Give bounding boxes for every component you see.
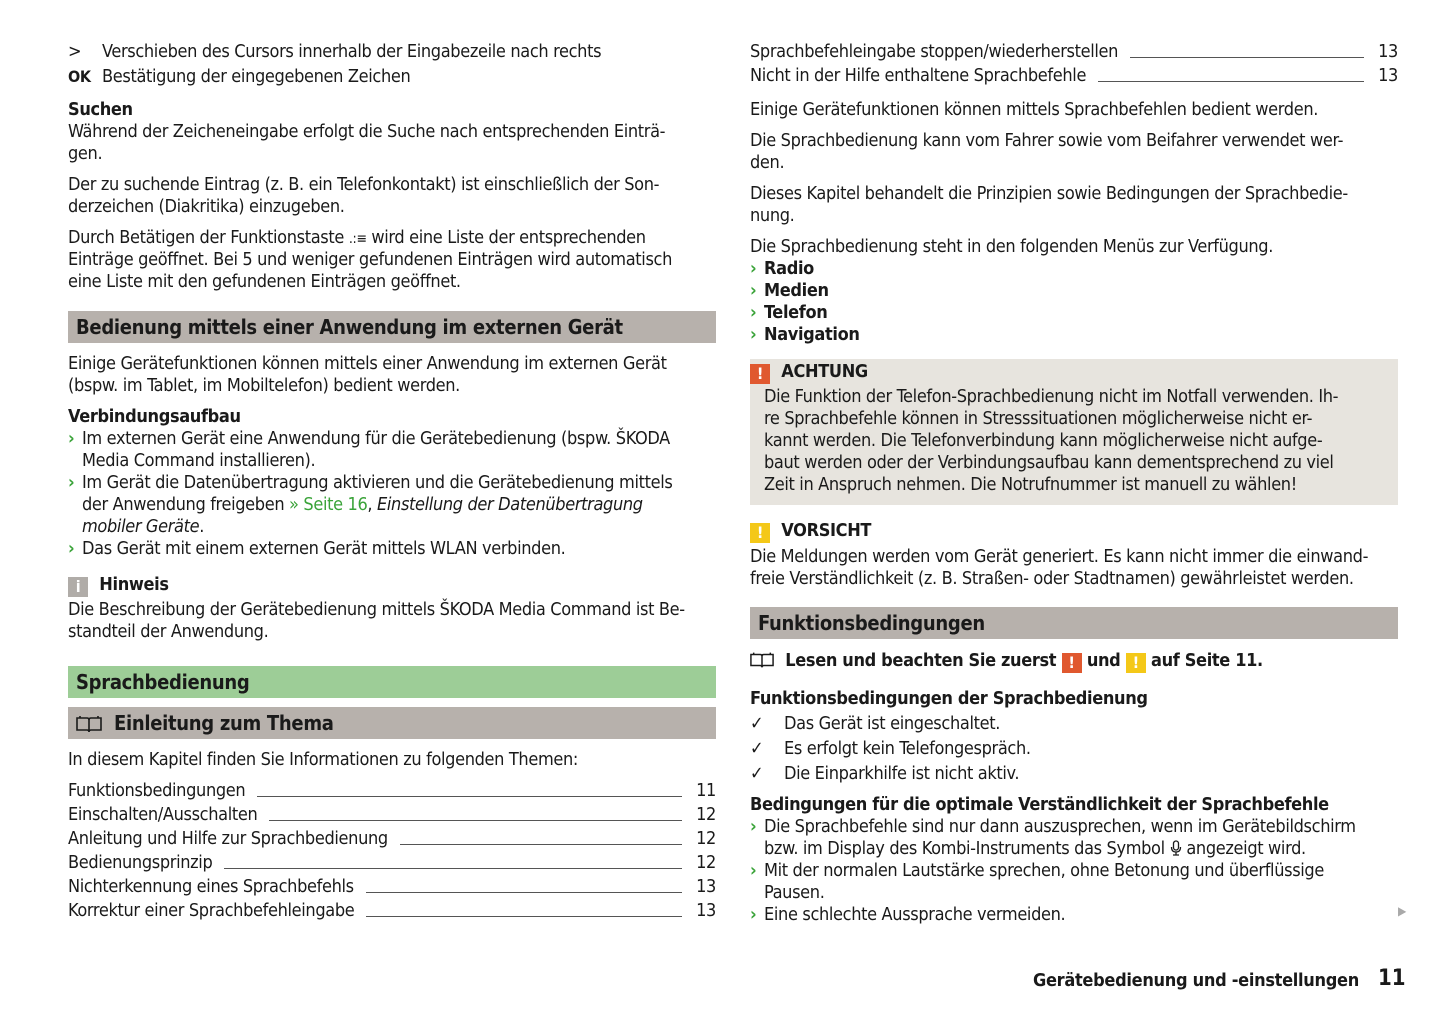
paragraph: (bspw. im Tablet, im Mobiltelefon) bedient werden. — [68, 375, 460, 396]
read-first-note: Lesen und beachten Sie zuerst ! und ! auf Seite 11. — [750, 650, 1398, 673]
section-header-funktionsbedingungen: Funktionsbedingungen — [750, 607, 1398, 639]
microphone-icon — [1170, 840, 1182, 856]
check-icon: ✓ — [750, 738, 764, 759]
subheading: Verbindungsaufbau — [68, 406, 241, 427]
list-item-cont: bzw. im Display des Kombi-Instruments das Symbol angezeigt wird. — [764, 838, 1306, 859]
list-item-cont: der Anwendung freigeben » Seite 16, Einstellung der Datenübertragung — [82, 494, 643, 515]
menu-item-medien: › Medien — [750, 280, 829, 301]
subheading: Funktionsbedingungen der Sprachbedienung — [750, 688, 1148, 709]
vorsicht-title: ! VORSICHT — [750, 520, 1398, 543]
list-key-icon: .:≡ — [348, 231, 367, 247]
section-header-sprachbedienung: Sprachbedienung — [68, 666, 716, 698]
key-description: Verschieben des Cursors innerhalb der Eingabezeile nach rechts — [102, 41, 602, 62]
warning-text: Zeit in Anspruch nehmen. Die Notrufnummer ist manuell zu wählen! — [764, 474, 1297, 495]
achtung-title: ! ACHTUNG — [750, 361, 1398, 384]
list-item: › Das Gerät mit einem externen Gerät mittels WLAN verbinden. — [68, 538, 566, 559]
check-item: ✓ Es erfolgt kein Telefongespräch. — [750, 738, 1031, 759]
list-item: › Mit der normalen Lautstärke sprechen, ohne Betonung und überflüssige — [750, 860, 1324, 881]
toc-entry[interactable]: Sprachbefehleingabe stoppen/wiederherstellen 13 — [750, 41, 1398, 62]
list-item-cont: mobiler Geräte. — [82, 516, 205, 537]
paragraph: nung. — [750, 205, 795, 226]
suchen-heading: Suchen — [68, 99, 133, 120]
key-description: Bestätigung der eingegebenen Zeichen — [102, 66, 411, 87]
bullet-arrow-icon: › — [68, 428, 75, 449]
paragraph — [68, 227, 716, 250]
paragraph: Die Beschreibung der Gerätebedienung mittels ŠKODA Media Command ist Be- — [68, 599, 685, 620]
check-item: ✓ Die Einparkhilfe ist nicht aktiv. — [750, 763, 1020, 784]
toc-entry[interactable]: Einschalten/Ausschalten 12 — [68, 804, 716, 825]
intro-text: In diesem Kapitel finden Sie Informationen zu folgenden Themen: — [68, 749, 579, 770]
paragraph: Die Sprachbedienung steht in den folgenden Menüs zur Verfügung. — [750, 236, 1274, 257]
paragraph: Die Sprachbedienung kann vom Fahrer sowie vom Beifahrer verwendet wer- — [750, 130, 1344, 151]
info-icon: i — [68, 577, 88, 597]
paragraph: gen. — [68, 143, 103, 164]
subheading: Bedingungen für die optimale Verständlichkeit der Sprachbefehle — [750, 794, 1329, 815]
book-icon — [76, 715, 102, 733]
paragraph: Einige Gerätefunktionen können mittels einer Anwendung im externen Gerät — [68, 353, 667, 374]
paragraph: Während der Zeicheneingabe erfolgt die Suche nach entsprechenden Einträ- — [68, 121, 666, 142]
bullet-arrow-icon: › — [68, 472, 75, 493]
text: wird eine Liste der entsprechenden — [371, 227, 646, 248]
caution-icon: ! — [750, 523, 770, 543]
menu-item-radio: › Radio — [750, 258, 814, 279]
page-link[interactable]: » Seite 16 — [289, 494, 368, 515]
paragraph: derzeichen (Diakritika) einzugeben. — [68, 196, 345, 217]
warning-text: Die Funktion der Telefon-Sprachbedienung nicht im Notfall verwenden. Ih- — [764, 386, 1339, 407]
continue-arrow-icon: ▶ — [1398, 904, 1407, 918]
warning-text: re Sprachbefehle können in Stresssituationen möglicherweise nicht er- — [764, 408, 1313, 429]
toc-entry[interactable]: Korrektur einer Sprachbefehleingabe 13 — [68, 900, 716, 921]
check-icon: ✓ — [750, 713, 764, 734]
page-number: 11 — [1378, 966, 1406, 991]
caution-text: Die Meldungen werden vom Gerät generiert. Es kann nicht immer die einwand- — [750, 546, 1369, 567]
caution-icon[interactable]: ! — [1126, 653, 1146, 673]
check-icon: ✓ — [750, 763, 764, 784]
list-item-cont: Pausen. — [764, 882, 825, 903]
hinweis-title: i Hinweis — [68, 574, 716, 597]
paragraph: den. — [750, 152, 785, 173]
warning-icon[interactable]: ! — [1062, 653, 1082, 673]
cursor-right-key-icon: > — [68, 41, 82, 62]
warning-text: baut werden oder der Verbindungsaufbau kann dementsprechend zu viel — [764, 452, 1334, 473]
toc-entry[interactable]: Nicht in der Hilfe enthaltene Sprachbefehle 13 — [750, 65, 1398, 86]
caution-text: freie Verständlichkeit (z. B. Straßen- oder Stadtnamen) gewährleistet werden. — [750, 568, 1354, 589]
list-item: › Die Sprachbefehle sind nur dann auszusprechen, wenn im Gerätebildschirm — [750, 816, 1356, 837]
section-header-extern: Bedienung mittels einer Anwendung im externen Gerät — [68, 311, 716, 343]
paragraph: Einträge geöffnet. Bei 5 und weniger gefundenen Einträgen wird automatisch — [68, 249, 672, 270]
paragraph: standteil der Anwendung. — [68, 621, 269, 642]
check-item: ✓ Das Gerät ist eingeschaltet. — [750, 713, 1000, 734]
list-item: › Im Gerät die Datenübertragung aktivieren und die Gerätebedienung mittels — [68, 472, 673, 493]
menu-item-telefon: › Telefon — [750, 302, 828, 323]
toc-entry[interactable]: Nichterkennung eines Sprachbefehls 13 — [68, 876, 716, 897]
paragraph: Einige Gerätefunktionen können mittels Sprachbefehlen bedient werden. — [750, 99, 1319, 120]
paragraph: eine Liste mit den gefundenen Einträgen geöffnet. — [68, 271, 461, 292]
list-item: › Im externen Gerät eine Anwendung für die Gerätebedienung (bspw. ŠKODA — [68, 428, 670, 449]
menu-item-navigation: › Navigation — [750, 324, 860, 345]
list-item-cont: Media Command installieren). — [82, 450, 316, 471]
einleitung-header: Einleitung zum Thema — [68, 707, 716, 739]
toc-entry[interactable]: Funktionsbedingungen 11 — [68, 780, 716, 801]
warning-text: kannt werden. Die Telefonverbindung kann möglicherweise nicht aufge- — [764, 430, 1323, 451]
text: Durch Betätigen der Funktionstaste — [68, 227, 345, 248]
toc-entry[interactable]: Anleitung und Hilfe zur Sprachbedienung 12 — [68, 828, 716, 849]
paragraph: Dieses Kapitel behandelt die Prinzipien sowie Bedingungen der Sprachbedie- — [750, 183, 1348, 204]
warning-icon: ! — [750, 364, 770, 384]
footer-chapter: Gerätebedienung und -einstellungen — [1033, 970, 1359, 991]
ok-key-icon: OK — [68, 67, 91, 86]
paragraph: Der zu suchende Eintrag (z. B. ein Telefonkontakt) ist einschließlich der Son- — [68, 174, 660, 195]
toc-entry[interactable]: Bedienungsprinzip 12 — [68, 852, 716, 873]
bullet-arrow-icon: › — [68, 538, 75, 559]
book-icon — [750, 651, 774, 669]
list-item: › Eine schlechte Aussprache vermeiden. — [750, 904, 1066, 925]
